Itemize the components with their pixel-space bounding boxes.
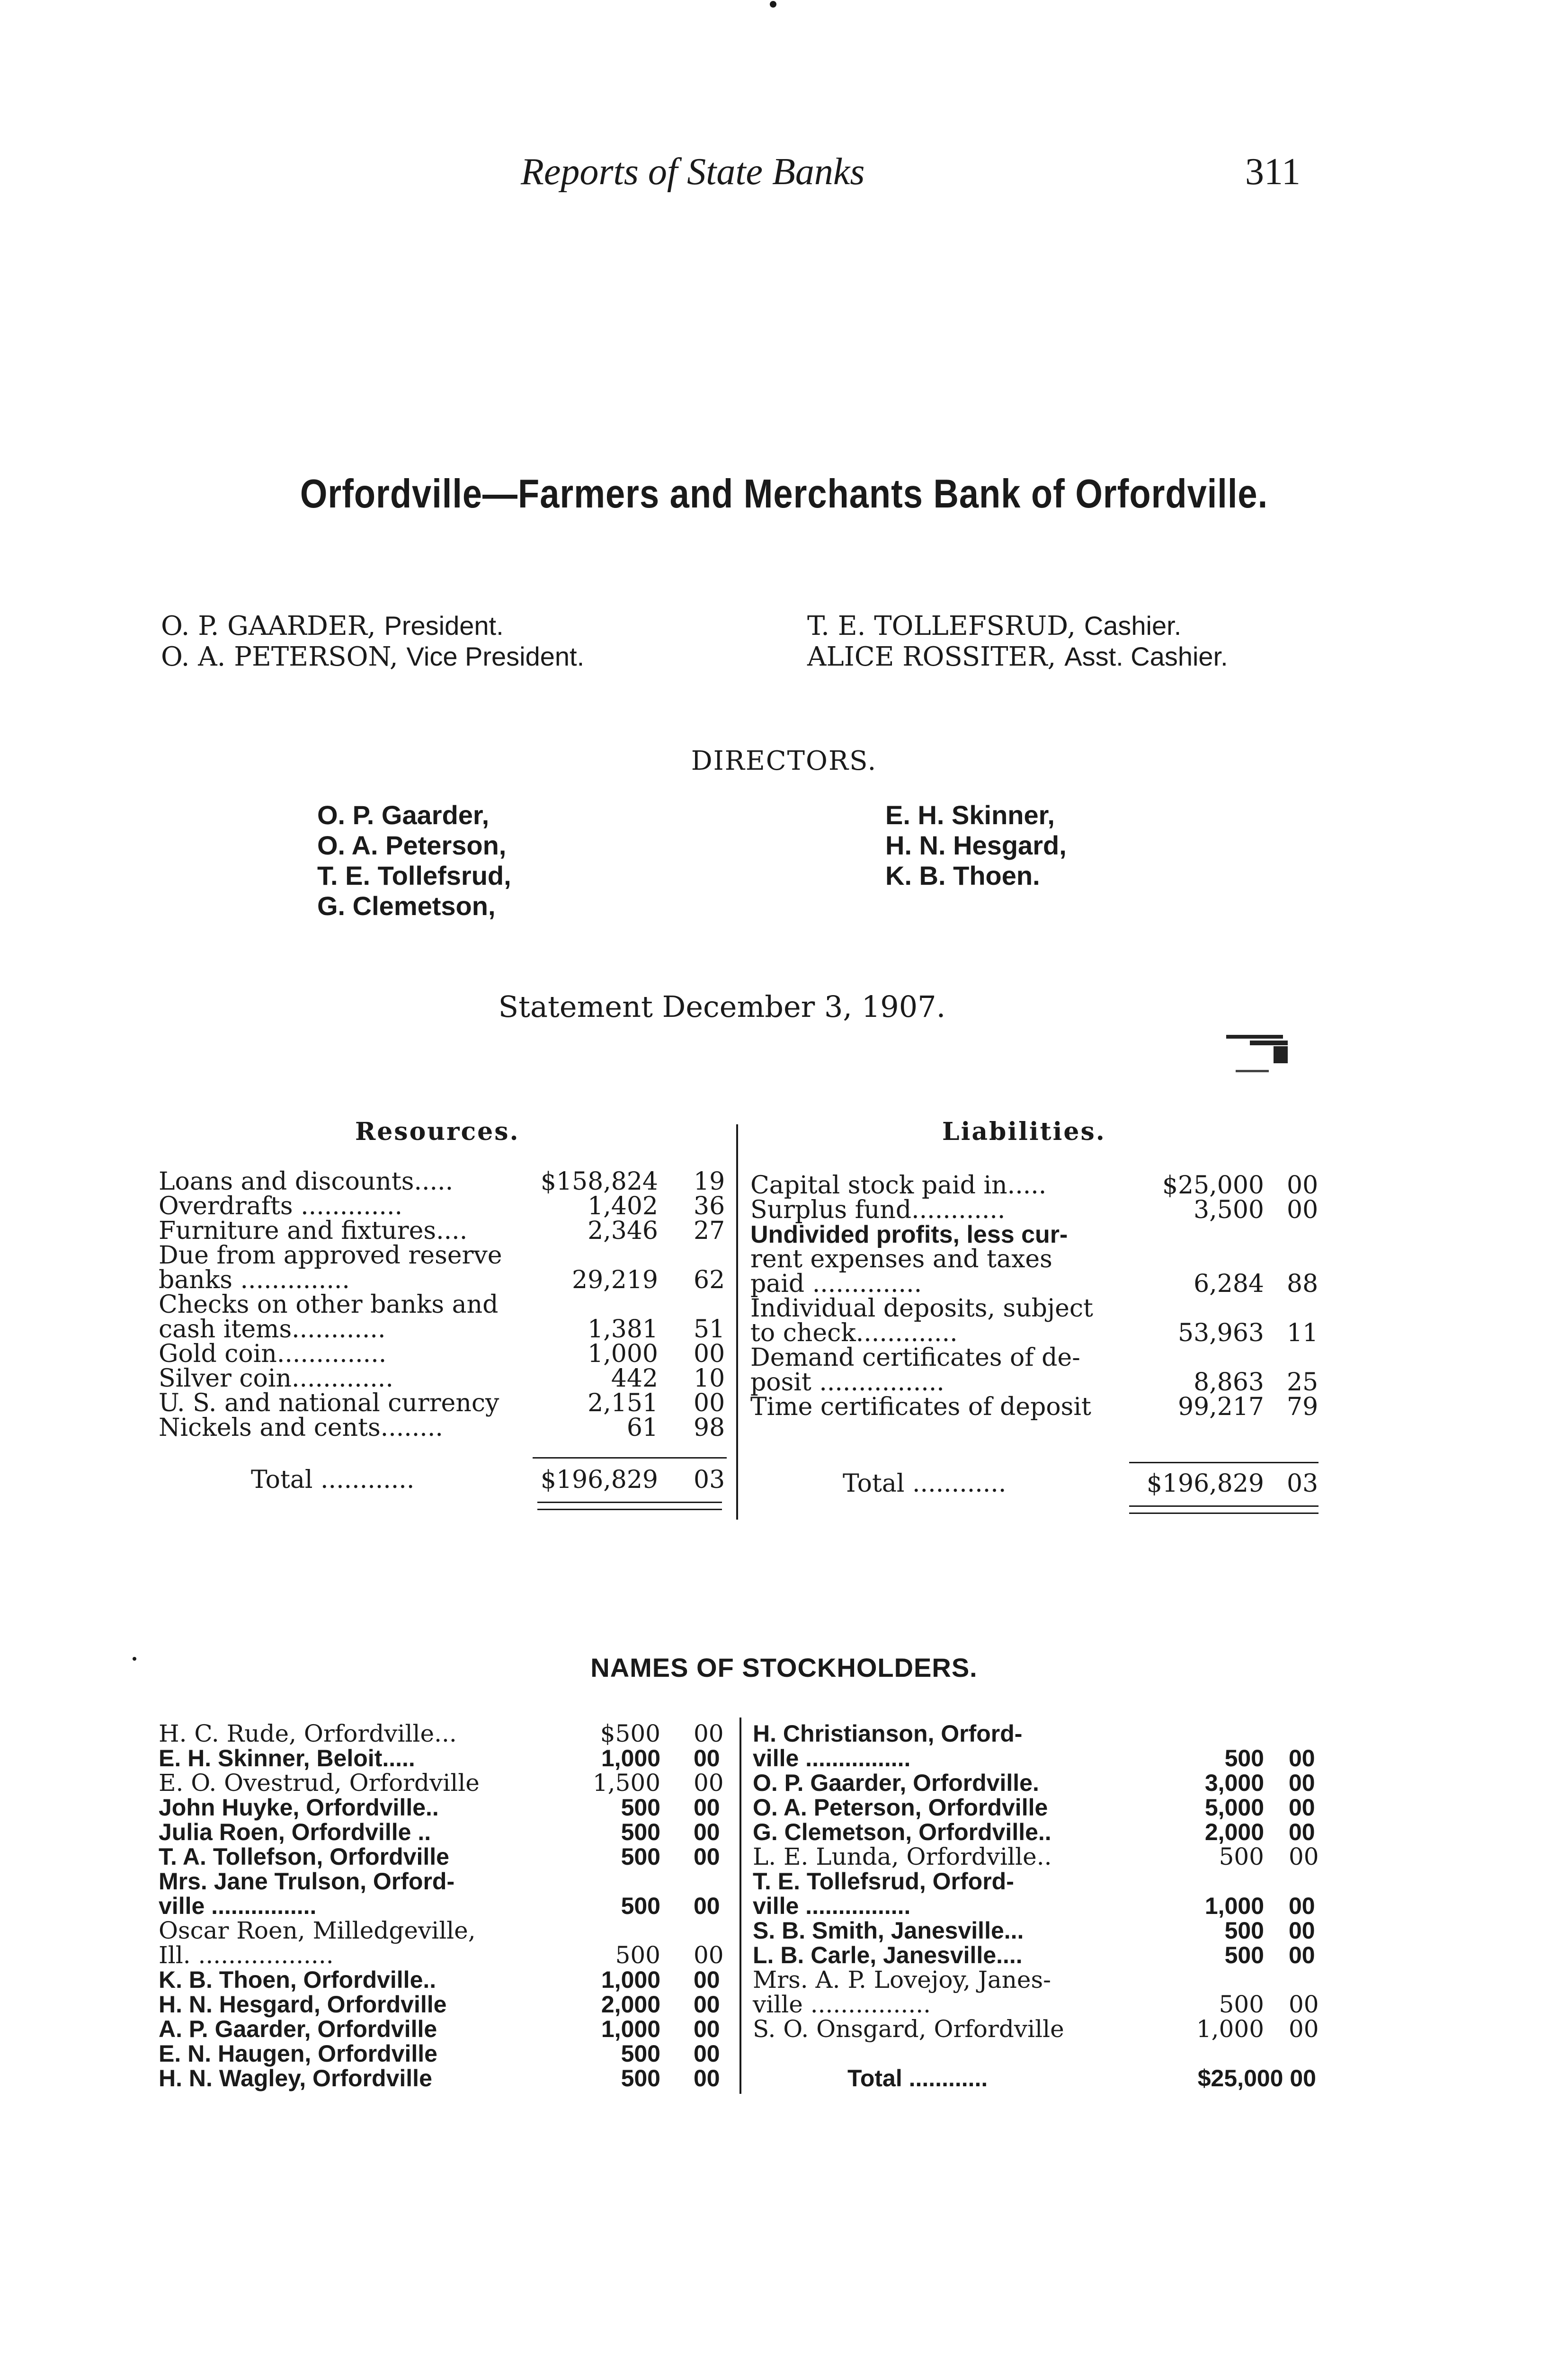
amount-dollars: 500 — [621, 1794, 660, 1821]
total-cents: 03 — [1287, 1469, 1319, 1498]
liabilities-double-rule — [1129, 1505, 1319, 1514]
stockholders-divider — [739, 1717, 741, 2094]
amount-dollars: 3,000 — [1204, 1770, 1264, 1796]
page-number: 311 — [1245, 151, 1301, 193]
officer-role: Asst. Cashier. — [1064, 641, 1228, 671]
resource-label: banks .............. — [159, 1266, 350, 1294]
stockholder-name: Oscar Roen, Milledgeville, — [159, 1917, 476, 1944]
resource-label: Silver coin............. — [159, 1364, 393, 1393]
stockholder-name: John Huyke, Orfordville.. — [159, 1794, 439, 1821]
amount-dollars: 500 — [621, 1819, 660, 1845]
officer-name: T. E. TOLLEFSRUD, — [807, 611, 1076, 641]
director-name: O. A. Peterson, — [317, 830, 507, 860]
directors-heading: DIRECTORS. — [691, 746, 877, 776]
stockholder-name: E. N. Haugen, Orfordville — [159, 2040, 437, 2067]
stockholder-name: ville ................ — [753, 1991, 931, 2018]
amount-dollars: 6,284 — [1194, 1270, 1264, 1298]
stockholder-name: Julia Roen, Orfordville .. — [159, 1819, 431, 1845]
officer-row — [807, 611, 1228, 641]
amount-dollars: 61 — [626, 1414, 658, 1442]
total-amount: $25,000 00 — [1197, 2065, 1316, 2091]
officer-name: ALICE ROSSITER, — [807, 641, 1056, 672]
amount-cents: 00 — [694, 1340, 725, 1368]
stockholder-name: E. O. Ovestrud, Orfordville — [159, 1769, 480, 1797]
liability-label: paid .............. — [750, 1270, 922, 1298]
director-name: K. B. Thoen. — [885, 861, 1040, 890]
amount-cents: 00 — [694, 1967, 720, 1993]
stockholder-name: H. Christianson, Orford- — [753, 1720, 1023, 1747]
resource-label: Loans and discounts..... — [159, 1167, 454, 1196]
officer-row — [807, 641, 1228, 672]
total-label: Total ............ — [843, 1469, 1007, 1498]
resource-label: Gold coin.............. — [159, 1340, 387, 1368]
amount-dollars: 500 — [621, 2065, 660, 2091]
resources-double-rule — [537, 1502, 722, 1510]
amount-cents: 79 — [1287, 1393, 1319, 1421]
stockholder-name: S. O. Onsgard, Orfordville — [753, 2015, 1064, 2043]
stamp-mark-icon — [1217, 1032, 1297, 1075]
officer-role: Cashier. — [1084, 611, 1182, 641]
amount-dollars: 1,381 — [588, 1315, 658, 1344]
liability-label: Surplus fund............ — [750, 1196, 1006, 1224]
amount-cents: 00 — [1287, 1171, 1319, 1200]
amount-cents: 00 — [694, 1389, 725, 1417]
resources-total-rule — [533, 1457, 727, 1459]
amount-dollars: $500 — [600, 1720, 660, 1747]
liability-label: Capital stock paid in..... — [750, 1171, 1047, 1200]
resource-label: Furniture and fixtures.... — [159, 1217, 468, 1245]
amount-cents: 00 — [1289, 1893, 1315, 1919]
amount-dollars: 500 — [1224, 1942, 1264, 1968]
resource-label: cash items............ — [159, 1315, 386, 1344]
amount-dollars: 1,500 — [592, 1769, 660, 1797]
amount-cents: 00 — [1289, 1745, 1315, 1771]
amount-dollars: 1,000 — [601, 1967, 660, 1993]
amount-dollars: 1,000 — [588, 1340, 658, 1368]
amount-cents: 27 — [694, 1217, 725, 1245]
liability-label: Undivided profits, less cur- — [750, 1221, 1068, 1248]
officer-row — [161, 611, 584, 641]
stockholder-name: E. H. Skinner, Beloit..... — [159, 1745, 415, 1771]
officers-right — [807, 611, 1228, 672]
stockholder-name: L. B. Carle, Janesville.... — [753, 1942, 1023, 1968]
amount-cents: 00 — [694, 1794, 720, 1821]
total-dollars: $196,829 — [1146, 1469, 1264, 1498]
total-dollars: $196,829 — [540, 1466, 658, 1494]
stockholder-name: Mrs. A. P. Lovejoy, Janes- — [753, 1966, 1051, 1993]
amount-cents: 00 — [694, 1941, 724, 1969]
amount-cents: 62 — [694, 1266, 725, 1294]
total-label: Total ............ — [847, 2065, 988, 2091]
resource-label: Overdrafts ............. — [159, 1192, 403, 1220]
amount-cents: 00 — [694, 1819, 720, 1845]
amount-cents: 11 — [1287, 1319, 1319, 1347]
stockholder-name: ville ................ — [753, 1745, 911, 1771]
amount-cents: 51 — [694, 1315, 725, 1344]
liability-label: Individual deposits, subject — [750, 1294, 1093, 1323]
resources-heading: Resources. — [355, 1117, 520, 1146]
amount-dollars: 53,963 — [1178, 1319, 1264, 1347]
print-speck — [770, 1, 776, 8]
amount-cents: 00 — [694, 1720, 724, 1747]
liability-label: Time certificates of deposit — [750, 1393, 1091, 1421]
stockholder-name: ville ................ — [159, 1893, 317, 1919]
amount-dollars: 1,402 — [588, 1192, 658, 1220]
officer-row — [161, 641, 584, 672]
statement-title: Statement December 3, 1907. — [498, 989, 946, 1024]
amount-dollars: $158,824 — [540, 1167, 658, 1196]
directors-left — [317, 800, 511, 921]
liability-label: rent expenses and taxes — [750, 1245, 1052, 1273]
amount-dollars: 500 — [1219, 1991, 1264, 2018]
amount-dollars: 500 — [615, 1941, 660, 1969]
amount-cents: 00 — [694, 1991, 720, 2018]
amount-dollars: 1,000 — [601, 1745, 660, 1771]
stockholder-name: A. P. Gaarder, Orfordville — [159, 2016, 437, 2042]
stockholder-name: ville ................ — [753, 1893, 911, 1919]
liability-label: Demand certificates of de- — [750, 1344, 1080, 1372]
liability-label: to check............. — [750, 1319, 958, 1347]
amount-dollars: 2,000 — [601, 1991, 660, 2018]
stockholder-name: O. A. Peterson, Orfordville — [753, 1794, 1048, 1821]
amount-cents: 00 — [1289, 1843, 1319, 1870]
officers-left — [161, 611, 584, 672]
running-title: Reports of State Banks — [521, 151, 865, 193]
resource-label: Nickels and cents........ — [159, 1414, 443, 1442]
amount-cents: 00 — [694, 1893, 720, 1919]
resource-label: Checks on other banks and — [159, 1290, 499, 1319]
resource-label: U. S. and national currency — [159, 1389, 499, 1417]
amount-cents: 25 — [1287, 1368, 1319, 1397]
amount-dollars: 500 — [621, 1843, 660, 1870]
amount-cents: 00 — [694, 1843, 720, 1870]
amount-dollars: 8,863 — [1194, 1368, 1264, 1397]
stockholder-name: H. C. Rude, Orfordville... — [159, 1720, 457, 1747]
directors-right — [885, 800, 1067, 891]
amount-cents: 00 — [1289, 1770, 1315, 1796]
amount-cents: 00 — [1287, 1196, 1319, 1224]
amount-dollars: 2,151 — [588, 1389, 658, 1417]
amount-dollars: 1,000 — [1204, 1893, 1264, 1919]
amount-dollars: 2,000 — [1204, 1819, 1264, 1845]
officer-role: Vice President. — [406, 641, 585, 671]
amount-dollars: 500 — [1219, 1843, 1264, 1870]
stockholder-name: S. B. Smith, Janesville... — [753, 1917, 1024, 1944]
liabilities-total-rule — [1129, 1462, 1319, 1463]
amount-dollars: 500 — [1224, 1917, 1264, 1944]
table-divider — [736, 1124, 738, 1520]
amount-cents: 00 — [694, 2040, 720, 2067]
amount-dollars: 1,000 — [601, 2016, 660, 2042]
stockholders-heading: NAMES OF STOCKHOLDERS. — [590, 1653, 978, 1682]
bank-title: Orfordville—Farmers and Merchants Bank of Orfordville. — [300, 471, 1268, 516]
stockholder-name: Ill. .................. — [159, 1941, 334, 1969]
amount-cents: 00 — [1289, 1794, 1315, 1821]
director-name: O. P. Gaarder, — [317, 800, 490, 830]
officer-role: President. — [384, 611, 504, 641]
amount-cents: 00 — [1289, 1942, 1315, 1968]
officer-name: O. A. PETERSON, — [161, 641, 398, 672]
amount-cents: 00 — [694, 2065, 720, 2091]
amount-dollars: 29,219 — [572, 1266, 658, 1294]
amount-dollars: 442 — [611, 1364, 658, 1393]
officer-name: O. P. GAARDER, — [161, 611, 376, 641]
amount-cents: 00 — [694, 1769, 724, 1797]
amount-cents: 00 — [1289, 2015, 1319, 2043]
amount-cents: 00 — [694, 1745, 720, 1771]
stockholder-name: H. N. Hesgard, Orfordville — [159, 1991, 447, 2018]
amount-cents: 00 — [1289, 1819, 1315, 1845]
amount-dollars: 5,000 — [1204, 1794, 1264, 1821]
amount-dollars: 3,500 — [1194, 1196, 1264, 1224]
amount-dollars: 500 — [1224, 1745, 1264, 1771]
amount-dollars: $25,000 — [1162, 1171, 1264, 1200]
amount-dollars: 500 — [621, 2040, 660, 2067]
director-name: G. Clemetson, — [317, 891, 496, 921]
director-name: T. E. Tollefsrud, — [317, 861, 511, 890]
total-cents: 03 — [694, 1466, 725, 1494]
resource-label: Due from approved reserve — [159, 1241, 502, 1270]
director-name: E. H. Skinner, — [885, 800, 1055, 830]
stockholder-name: G. Clemetson, Orfordville.. — [753, 1819, 1051, 1845]
total-label: Total ............ — [251, 1466, 415, 1494]
amount-dollars: 1,000 — [1196, 2015, 1264, 2043]
amount-cents: 98 — [694, 1414, 725, 1442]
stockholder-name: O. P. Gaarder, Orfordville. — [753, 1770, 1039, 1796]
stockholder-name: H. N. Wagley, Orfordville — [159, 2065, 432, 2091]
stockholder-name: K. B. Thoen, Orfordville.. — [159, 1967, 437, 1993]
amount-dollars: 500 — [621, 1893, 660, 1919]
amount-dollars: 2,346 — [588, 1217, 658, 1245]
liability-label: posit ................ — [750, 1368, 944, 1397]
amount-cents: 00 — [1289, 1917, 1315, 1944]
liabilities-heading: Liabilities. — [942, 1117, 1106, 1146]
amount-cents: 36 — [694, 1192, 725, 1220]
stockholder-name: T. E. Tollefsrud, Orford- — [753, 1868, 1014, 1895]
amount-dollars: 99,217 — [1178, 1393, 1264, 1421]
stockholder-name: T. A. Tollefson, Orfordville — [159, 1843, 449, 1870]
amount-cents: 10 — [694, 1364, 725, 1393]
amount-cents: 00 — [1289, 1991, 1319, 2018]
amount-cents: 88 — [1287, 1270, 1319, 1298]
director-name: H. N. Hesgard, — [885, 830, 1067, 860]
stockholder-name: L. E. Lunda, Orfordville.. — [753, 1843, 1052, 1870]
amount-cents: 00 — [694, 2016, 720, 2042]
amount-cents: 19 — [694, 1167, 725, 1196]
stockholder-name: Mrs. Jane Trulson, Orford- — [159, 1868, 455, 1895]
